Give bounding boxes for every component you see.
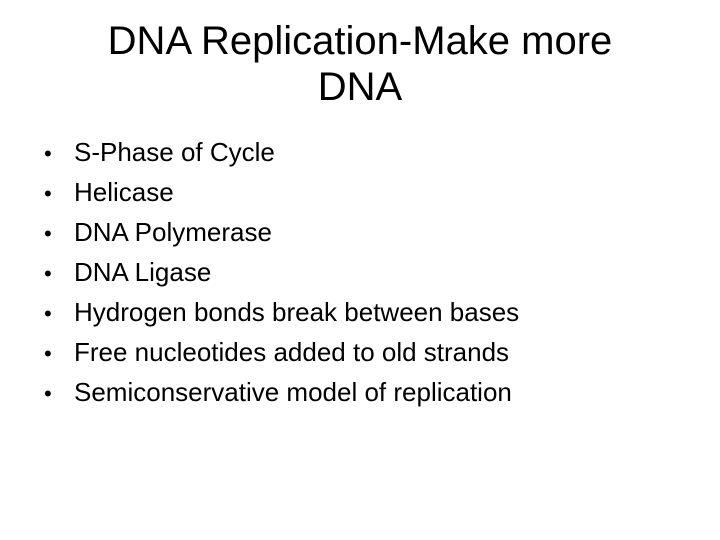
bullet-icon: • [44, 221, 52, 246]
title-line-2: DNA [317, 65, 403, 109]
title-line-1: DNA Replication-Make more [107, 19, 613, 63]
bullet-item [44, 293, 684, 333]
bullet-item [44, 253, 684, 293]
bullet-text: Helicase [74, 177, 174, 207]
bullet-item [44, 373, 684, 413]
bullet-icon: • [44, 261, 52, 286]
bullet-icon: • [44, 181, 52, 206]
bullet-text: DNA Polymerase [74, 217, 272, 247]
bullet-item [44, 133, 684, 173]
bullet-icon: • [44, 381, 52, 406]
bullet-icon: • [44, 341, 52, 366]
slide-title [54, 18, 666, 110]
bullet-text: Hydrogen bonds break between bases [74, 297, 520, 327]
bullet-item [44, 213, 684, 253]
bullet-text: S-Phase of Cycle [74, 137, 275, 167]
bullet-icon: • [44, 141, 52, 166]
bullet-item [44, 173, 684, 213]
bullet-list [44, 133, 684, 413]
bullet-item [44, 333, 684, 373]
bullet-icon: • [44, 301, 52, 326]
bullet-text: Free nucleotides added to old strands [74, 337, 510, 367]
bullet-text: DNA Ligase [74, 257, 212, 287]
bullet-text: Semiconservative model of replication [74, 377, 512, 407]
